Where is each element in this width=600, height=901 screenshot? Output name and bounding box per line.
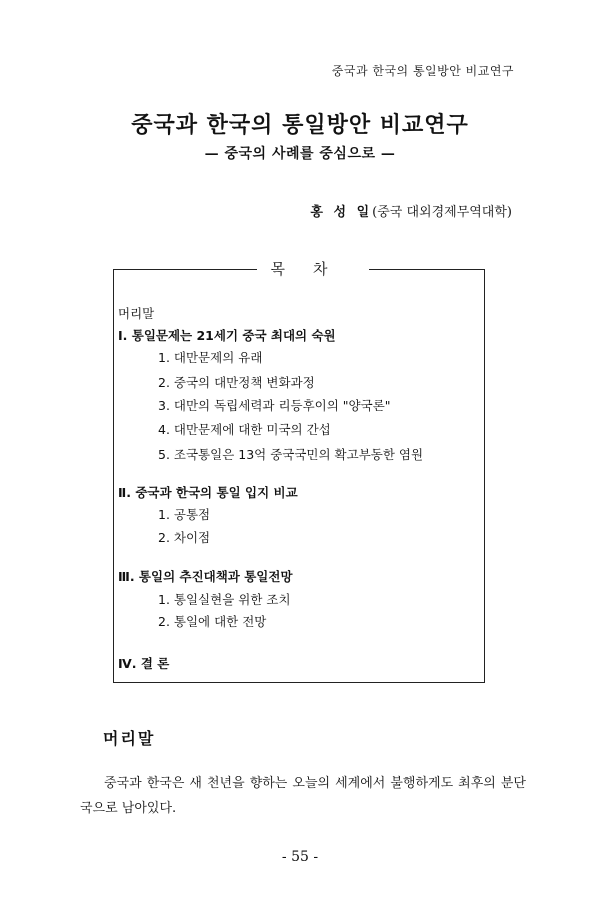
toc-item: 2. 통일에 대한 전망 [158, 614, 267, 629]
toc-item: Ⅰ. 통일문제는 21세기 중국 최대의 숙원 [118, 328, 336, 343]
toc-heading: 목차 [257, 260, 370, 278]
author-line [310, 201, 512, 220]
toc-item: 5. 조국통일은 13억 중국국민의 확고부동한 염원 [158, 447, 424, 462]
author-affiliation: (중국 대외경제무역대학) [372, 205, 512, 220]
body-paragraph: 중국과 한국은 새 천년을 향하는 오늘의 세계에서 불행하게도 최후의 분단국으로 남아있다. [80, 776, 526, 816]
paper-subtitle: — 중국의 사례를 중심으로 — [204, 146, 396, 162]
table-of-contents [113, 260, 485, 683]
toc-heading-wrap [114, 258, 484, 279]
toc-item: Ⅳ. 결 론 [118, 656, 170, 671]
toc-item: 4. 대만문제에 대한 미국의 간섭 [158, 422, 331, 437]
toc-item: 1. 통일실현을 위한 조치 [158, 592, 291, 607]
toc-item: Ⅱ. 중국과 한국의 통일 입지 비교 [118, 485, 298, 500]
toc-item: 2. 차이점 [158, 530, 211, 545]
page-number: - 55 - [281, 849, 319, 865]
toc-item: 2. 중국의 대만정책 변화과정 [158, 375, 315, 390]
running-header: 중국과 한국의 통일방안 비교연구 [331, 64, 514, 78]
toc-item: 머리말 [118, 306, 155, 321]
author-name: 홍 성 일 [310, 205, 373, 220]
toc-item: 1. 대만문제의 유래 [158, 350, 263, 365]
paper-title: 중국과 한국의 통일방안 비교연구 [131, 112, 469, 138]
toc-item: Ⅲ. 통일의 추진대책과 통일전망 [118, 569, 293, 584]
toc-item: 1. 공통점 [158, 507, 211, 522]
toc-item: 3. 대만의 독립세력과 리등후이의 "양국론" [158, 398, 391, 413]
section-heading: 머리말 [103, 729, 156, 748]
